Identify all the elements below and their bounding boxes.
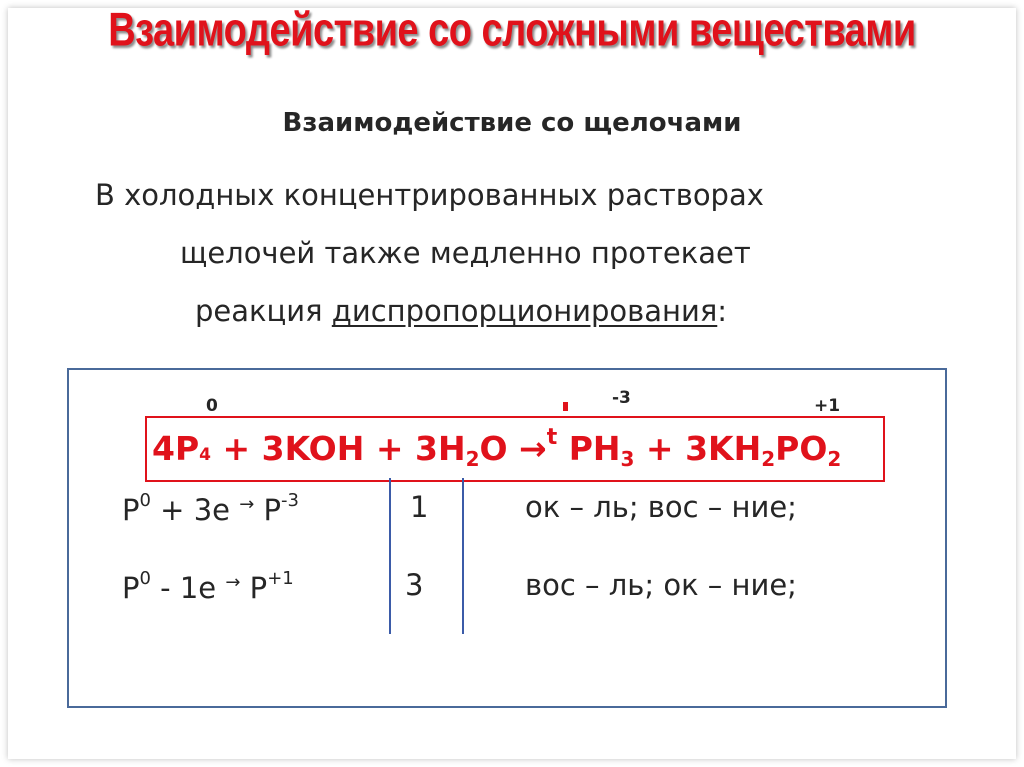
intro-paragraph — [95, 166, 955, 340]
balance-half-reaction-2: $P^0 - 1e$ → $P^{+1}$ — [122, 568, 294, 605]
paragraph-line-2: щелочей также медленно протекает — [180, 236, 751, 270]
balance-half-reaction-1: $P^0 + 3e$ → $P^{-3}$ — [122, 490, 299, 527]
balance-coefficient-1: 1 — [410, 490, 429, 524]
paragraph-line-3 — [95, 282, 955, 340]
slide-title: Взаимодействие со сложными веществами — [108, 4, 916, 57]
balance-coefficient-2: 3 — [405, 568, 424, 602]
paragraph-line-3-prefix: реакция — [195, 294, 332, 328]
heat-marker — [563, 402, 568, 411]
balance-divider-right — [462, 478, 464, 634]
balance-description-2: вос – ль; ок – ние; — [525, 568, 797, 602]
oxidation-state-p4: 0 — [206, 396, 218, 416]
reaction-equation: $4P4 + 3KOH + 3H_2O \to^t$ $PH_3 + 3KH_2PO_2$ — [152, 425, 842, 471]
disproportionation-term: диспропорционирования — [331, 294, 718, 328]
paragraph-line-3-suffix: : — [717, 294, 728, 328]
arrow-icon: → — [225, 572, 241, 593]
paragraph-line-1: В холодных концентрированных растворах — [95, 178, 764, 212]
slide-subtitle: Взаимодействие со щелочами — [282, 108, 742, 138]
heat-symbol: t — [546, 425, 558, 450]
balance-description-1: ок – ль; вос – ние; — [525, 490, 797, 524]
balance-divider-left — [389, 478, 391, 634]
oxidation-state-ph3: -3 — [612, 388, 631, 408]
oxidation-state-kh2po2: +1 — [814, 396, 841, 416]
arrow-icon: → — [239, 494, 255, 515]
